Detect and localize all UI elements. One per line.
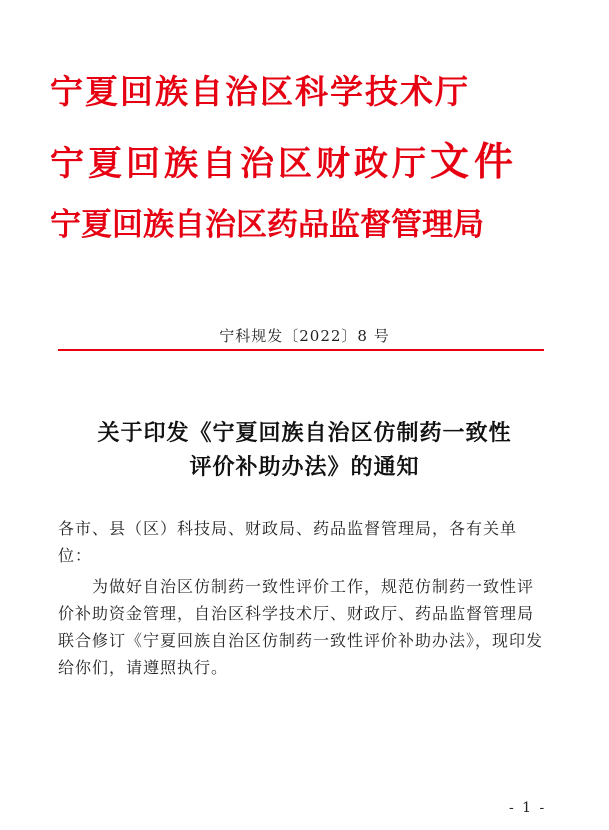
document-label: 文件 xyxy=(430,140,519,185)
issuer-line-science-department: 宁夏回族自治区科学技术厅 xyxy=(50,72,470,111)
notice-title-line-1: 关于印发《宁夏回族自治区仿制药一致性 xyxy=(97,420,512,446)
addressee: 各市、县（区）科技局、财政局、药品监督管理局，各有关单位： xyxy=(58,519,518,565)
issuer-line-drug-administration: 宁夏回族自治区药品监督管理局 xyxy=(50,207,484,243)
document-number: 宁科规发〔2022〕8 号 xyxy=(219,327,390,345)
issuer-finance-name: 宁夏回族自治区财政厅 xyxy=(50,144,430,184)
body-paragraph: 为做好自治区仿制药一致性评价工作，规范仿制药一致性评价补助资金管理，自治区科学技术厅、财政厅、药品监督管理局联合修订《宁夏回族自治区仿制药一致性评价补助办法》，现印发给你们，请遵照执行。 xyxy=(58,577,544,677)
issuer-line-finance-department xyxy=(50,131,518,187)
red-divider xyxy=(58,349,544,351)
notice-title-line-2: 评价补助办法》的通知 xyxy=(189,454,420,480)
page-number: - 1 - xyxy=(509,800,547,816)
